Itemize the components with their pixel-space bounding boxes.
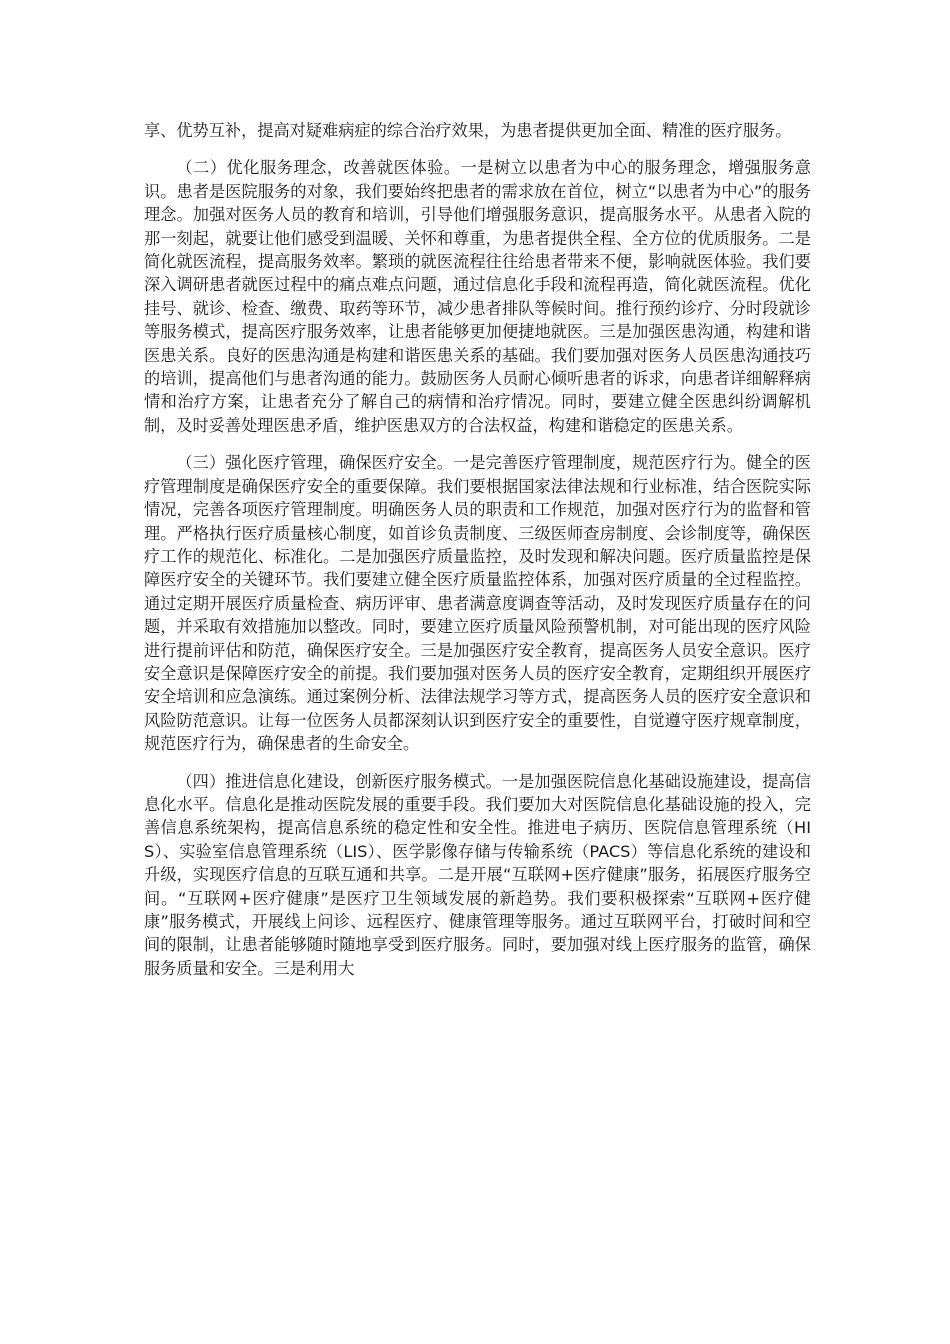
document-body xyxy=(144,119,811,994)
paragraph-continuation: 享、优势互补，提高对疑难病症的综合治疗效果，为患者提供更加全面、精准的医疗服务。 xyxy=(144,121,792,140)
paragraph-informatization: （四）推进信息化建设，创新医疗服务模式。一是加强医院信息化基础设施建设，提高信息化水平。信息化是推动医院发展的重要手段。我们要加大对医院信息化基础设施的投入，完善信息系统架构，提高信息系统的稳定性和安全性。推进电子病历、医院信息管理系统（HIS）、实验室信息管理系统（LIS）、医学影像存储与传输系统（PACS）等信息化系统的建设和升级，实现医疗信息的互联互通和共享。二是开展“互联网+医疗健康”服务，拓展医疗服务空间。“互联网+医疗健康”是医疗卫生领域发展的新趋势。我们要积极探索“互联网+医疗健康”服务模式，开展线上问诊、远程医疗、健康管理等服务。通过互联网平台，打破时间和空间的限制，让患者能够随时随地享受到医疗服务。同时，要加强对线上医疗服务的监管，确保服务质量和安全。三是利用大 xyxy=(144,771,811,978)
paragraph-medical-management: （三）强化医疗管理，确保医疗安全。一是完善医疗管理制度，规范医疗行为。健全的医疗管理制度是确保医疗安全的重要保障。我们要根据国家法律法规和行业标准，结合医院实际情况，完善各项医疗管理制度。明确医务人员的职责和工作规范，加强对医疗行为的监督和管理。严格执行医疗质量核心制度，如首诊负责制度、三级医师查房制度、会诊制度等，确保医疗工作的规范化、标准化。二是加强医疗质量监控，及时发现和解决问题。医疗质量监控是保障医疗安全的关键环节。我们要建立健全医疗质量监控体系，加强对医疗质量的全过程监控。通过定期开展医疗质量检查、病历评审、患者满意度调查等活动，及时发现医疗质量存在的问题，并采取有效措施加以整改。同时，要建立医疗质量风险预警机制，对可能出现的医疗风险进行提前评估和防范，确保医疗安全。三是加强医疗安全教育，提高医务人员安全意识。医疗安全意识是保障医疗安全的前提。我们要加强对医务人员的医疗安全教育，定期组织开展医疗安全培训和应急演练。通过案例分析、法律法规学习等方式，提高医务人员的医疗安全意识和风险防范意识。让每一位医务人员都深刻认识到医疗安全的重要性，自觉遵守医疗规章制度，规范医疗行为，确保患者的生命安全。 xyxy=(144,453,811,754)
paragraph-service-concept: （二）优化服务理念，改善就医体验。一是树立以患者为中心的服务理念，增强服务意识。患者是医院服务的对象，我们要始终把患者的需求放在首位，树立“以患者为中心”的服务理念。加强对医务人员的教育和培训，引导他们增强服务意识，提高服务水平。从患者入院的那一刻起，就要让他们感受到温暖、关怀和尊重，为患者提供全程、全方位的优质服务。二是简化就医流程，提高服务效率。繁琐的就医流程往往给患者带来不便，影响就医体验。我们要深入调研患者就医过程中的痛点难点问题，通过信息化手段和流程再造，简化就医流程。优化挂号、就诊、检查、缴费、取药等环节，减少患者排队等候时间。推行预约诊疗、分时段就诊等服务模式，提高医疗服务效率，让患者能够更加便捷地就医。三是加强医患沟通，构建和谐医患关系。良好的医患沟通是构建和谐医患关系的基础。我们要加强对医务人员医患沟通技巧的培训，提高他们与患者沟通的能力。鼓励医务人员耐心倾听患者的诉求，向患者详细解释病情和治疗方案，让患者充分了解自己的病情和治疗情况。同时，要建立健全医患纠纷调解机制，及时妥善处理医患矛盾，维护医患双方的合法权益，构建和谐稳定的医患关系。 xyxy=(144,158,811,435)
